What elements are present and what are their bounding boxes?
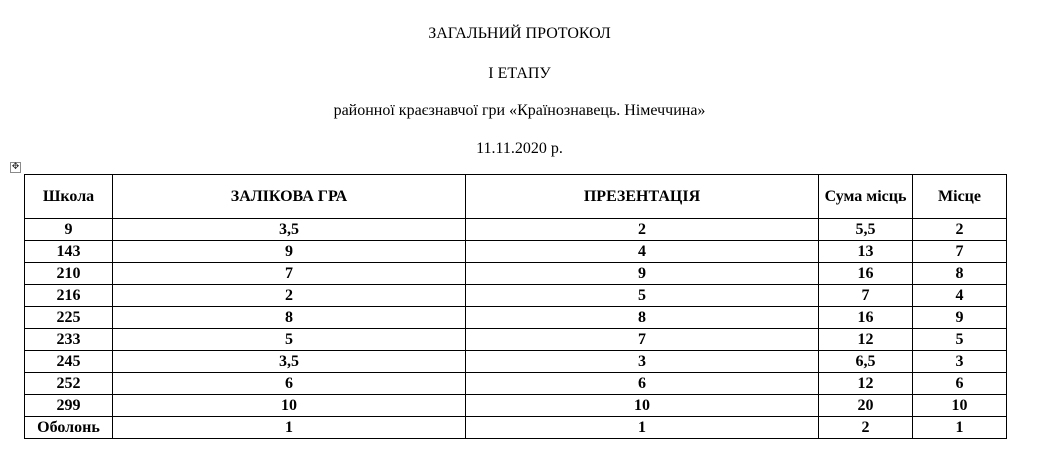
cell-credit-game: 9	[113, 241, 466, 263]
cell-sum: 5,5	[819, 219, 913, 241]
cell-credit-game: 6	[113, 373, 466, 395]
cell-school: 210	[25, 263, 113, 285]
table-header-row	[25, 175, 1007, 219]
cell-sum: 7	[819, 285, 913, 307]
cell-sum: 13	[819, 241, 913, 263]
cell-presentation: 1	[466, 417, 819, 439]
cell-place: 6	[913, 373, 1007, 395]
cell-presentation: 2	[466, 219, 819, 241]
document-title: ЗАГАЛЬНИЙ ПРОТОКОЛ	[428, 25, 611, 42]
cell-presentation: 10	[466, 395, 819, 417]
table-move-handle-icon[interactable]: ✥	[11, 162, 20, 172]
cell-credit-game: 1	[113, 417, 466, 439]
cell-presentation: 3	[466, 351, 819, 373]
header-presentation: ПРЕЗЕНТАЦІЯ	[466, 175, 819, 219]
table-row	[25, 307, 1007, 329]
table-row	[25, 241, 1007, 263]
header-place: Місце	[913, 175, 1007, 219]
cell-credit-game: 8	[113, 307, 466, 329]
cell-place: 9	[913, 307, 1007, 329]
cell-presentation: 4	[466, 241, 819, 263]
protocol-date: 11.11.2020 р.	[476, 140, 563, 157]
table-row	[25, 263, 1007, 285]
cell-school: Оболонь	[25, 417, 113, 439]
cell-credit-game: 10	[113, 395, 466, 417]
cell-school: 245	[25, 351, 113, 373]
table-row	[25, 285, 1007, 307]
results-table	[24, 174, 1007, 439]
table-row	[25, 395, 1007, 417]
cell-school: 9	[25, 219, 113, 241]
cell-sum: 16	[819, 263, 913, 285]
cell-place: 10	[913, 395, 1007, 417]
cell-school: 143	[25, 241, 113, 263]
header-school: Школа	[25, 175, 113, 219]
cell-school: 299	[25, 395, 113, 417]
cell-place: 1	[913, 417, 1007, 439]
cell-place: 8	[913, 263, 1007, 285]
table-row	[25, 417, 1007, 439]
cell-place: 2	[913, 219, 1007, 241]
cell-presentation: 7	[466, 329, 819, 351]
stage-subtitle: І ЕТАПУ	[488, 65, 551, 82]
table-row	[25, 329, 1007, 351]
cell-presentation: 9	[466, 263, 819, 285]
cell-credit-game: 5	[113, 329, 466, 351]
cell-sum: 6,5	[819, 351, 913, 373]
header-sum-of-places: Сума місць	[819, 175, 913, 219]
cell-sum: 20	[819, 395, 913, 417]
cell-presentation: 8	[466, 307, 819, 329]
cell-credit-game: 7	[113, 263, 466, 285]
cell-sum: 16	[819, 307, 913, 329]
table-row	[25, 373, 1007, 395]
cell-sum: 12	[819, 373, 913, 395]
cell-place: 5	[913, 329, 1007, 351]
cell-school: 233	[25, 329, 113, 351]
cell-credit-game: 3,5	[113, 351, 466, 373]
game-name: районної краєзнавчої гри «Країнознавець. Німеччина»	[333, 102, 706, 119]
cell-place: 4	[913, 285, 1007, 307]
cell-sum: 12	[819, 329, 913, 351]
cell-credit-game: 2	[113, 285, 466, 307]
cell-school: 252	[25, 373, 113, 395]
cell-school: 216	[25, 285, 113, 307]
cell-place: 7	[913, 241, 1007, 263]
cell-credit-game: 3,5	[113, 219, 466, 241]
cell-presentation: 6	[466, 373, 819, 395]
cell-presentation: 5	[466, 285, 819, 307]
table-row	[25, 351, 1007, 373]
cell-school: 225	[25, 307, 113, 329]
header-credit-game: ЗАЛІКОВА ГРА	[113, 175, 466, 219]
cell-place: 3	[913, 351, 1007, 373]
cell-sum: 2	[819, 417, 913, 439]
table-row	[25, 219, 1007, 241]
